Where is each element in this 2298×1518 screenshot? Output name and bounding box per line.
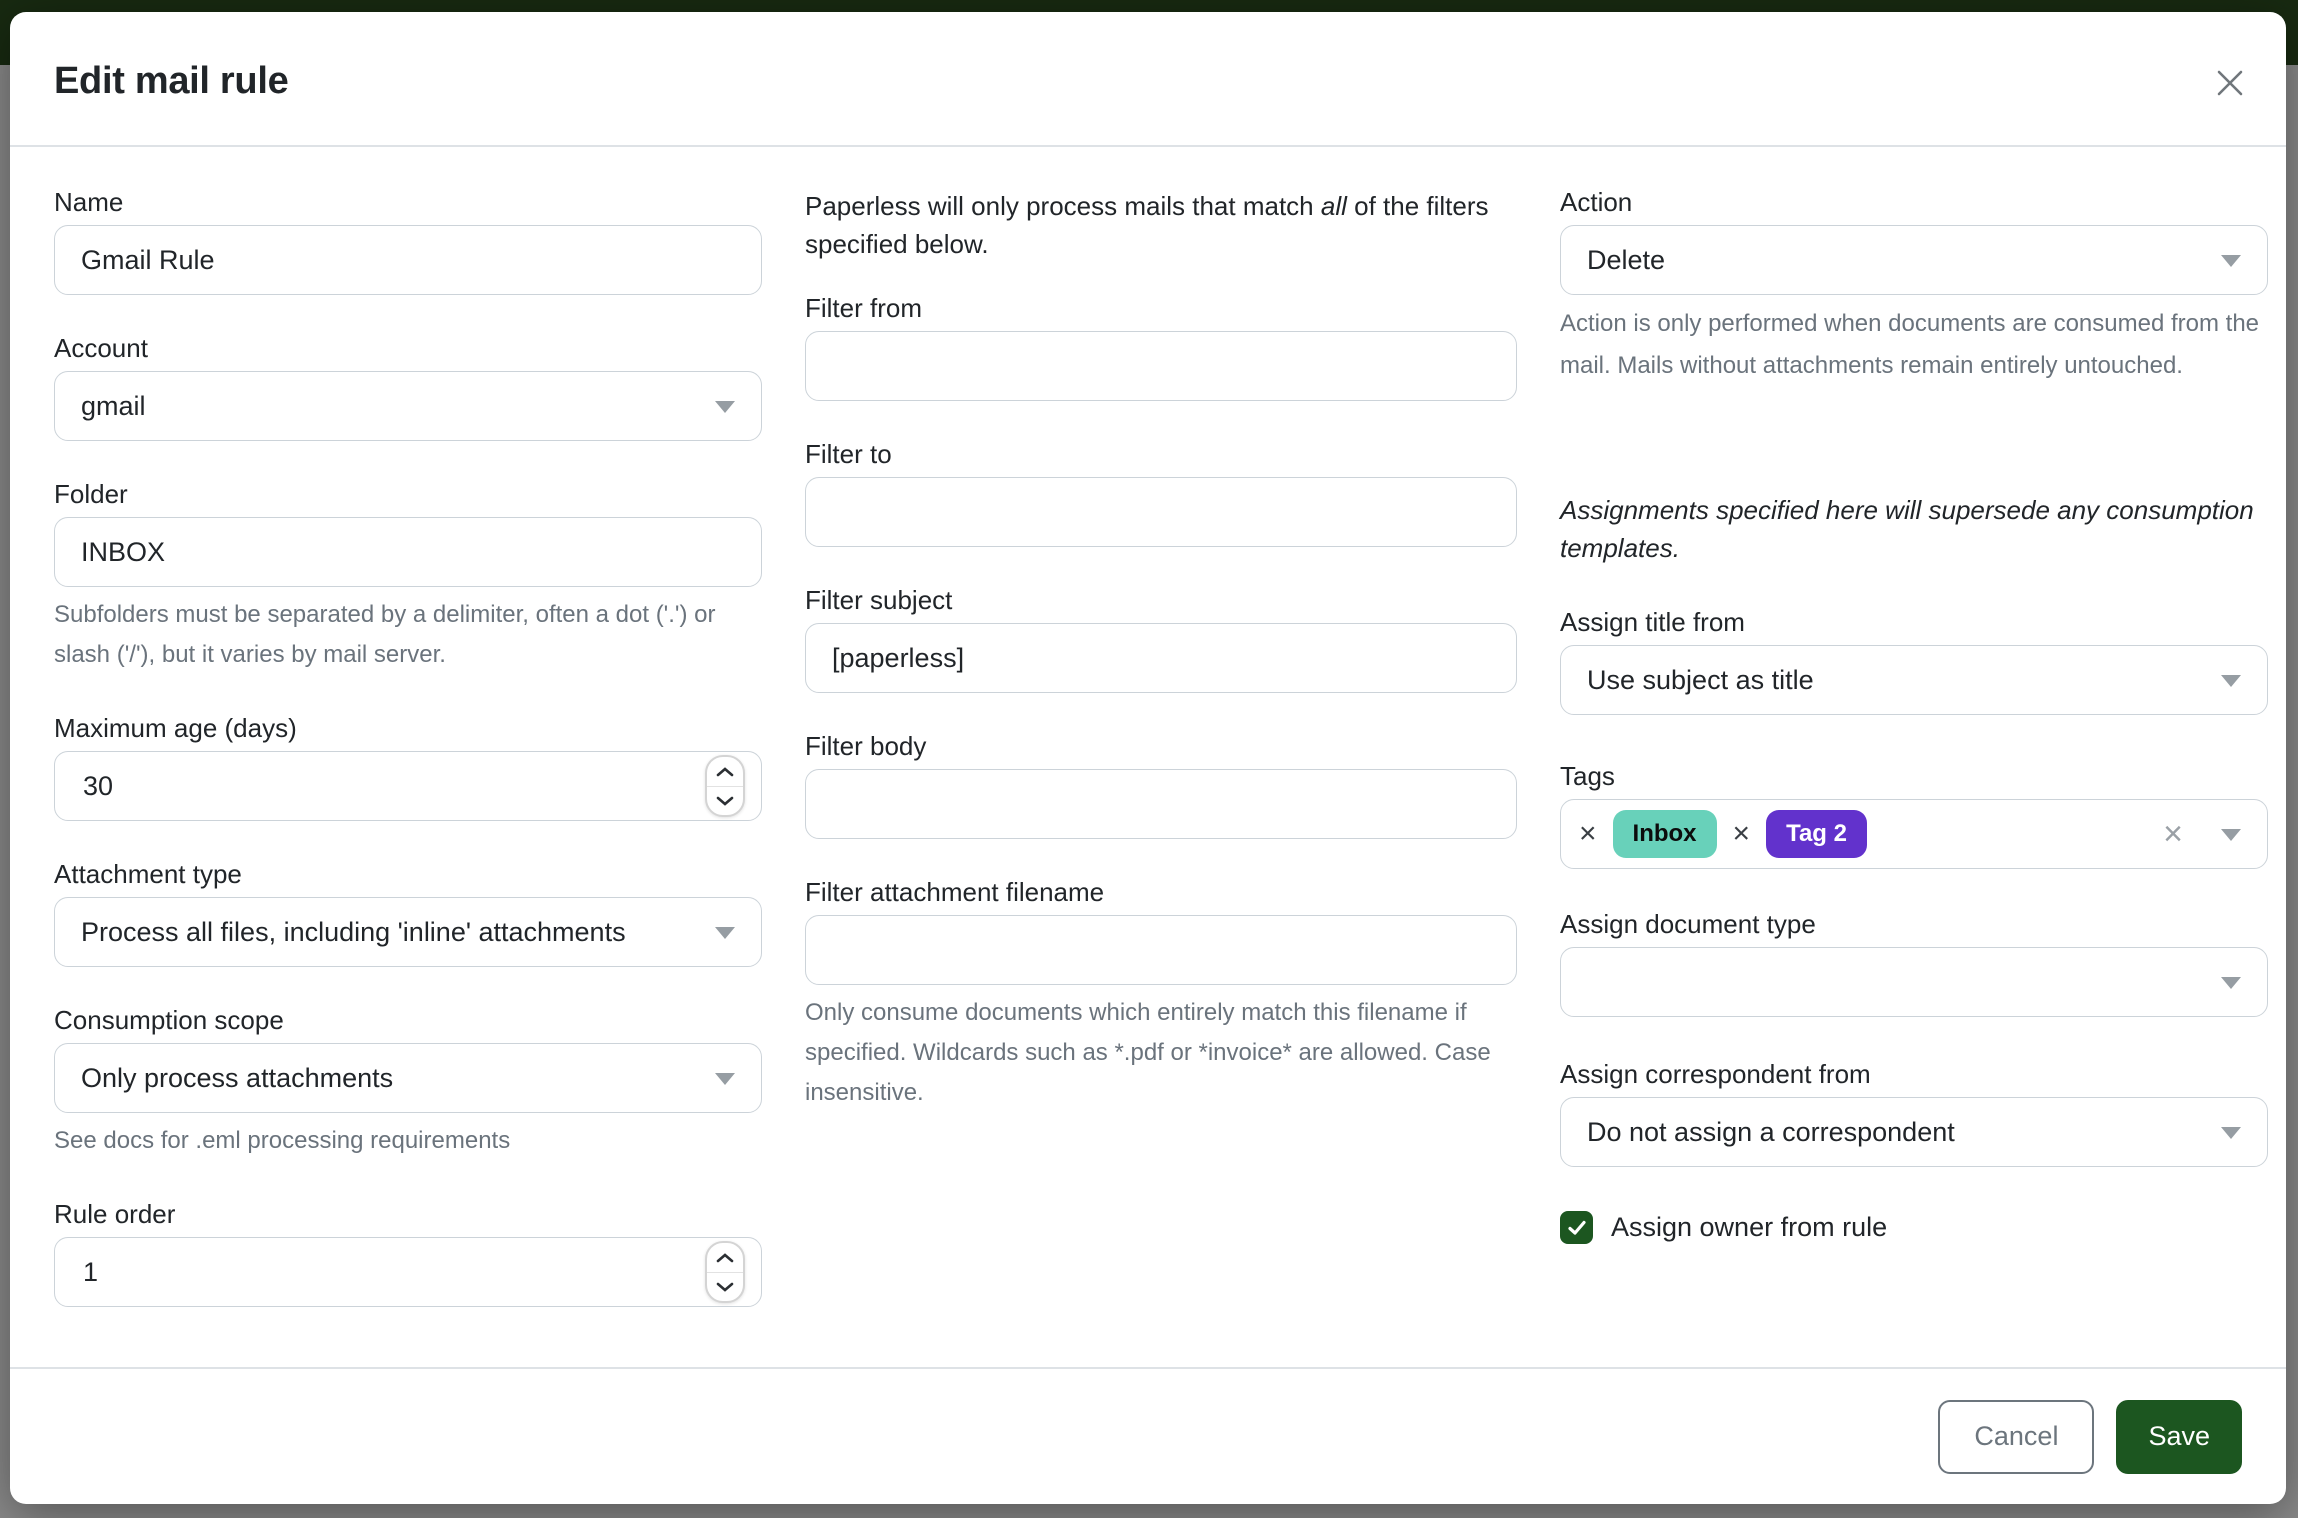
filter-subject-label: Filter subject: [805, 585, 953, 615]
action-label: Action: [1560, 187, 1633, 217]
chevron-down-icon: [2221, 829, 2241, 841]
remove-tag-icon[interactable]: ×: [1579, 817, 1597, 850]
filter-attachment-filename-input[interactable]: [805, 915, 1517, 985]
chevron-down-icon: [2221, 977, 2241, 989]
account-label: Account: [54, 333, 148, 363]
column-general: [54, 187, 762, 1367]
rule-order-label: Rule order: [54, 1199, 176, 1229]
attachment-type-select[interactable]: [54, 897, 762, 967]
assign-correspondent-from-select[interactable]: [1560, 1097, 2268, 1167]
action-value: Delete: [1587, 244, 1666, 275]
dialog-footer: [10, 1367, 2286, 1504]
account-select[interactable]: [54, 371, 762, 441]
filters-intro-text: Paperless will only process mails that match all of the filters specified below.: [805, 191, 1489, 259]
close-icon: [2212, 65, 2248, 104]
maximum-age-stepper[interactable]: [705, 755, 745, 817]
save-button[interactable]: Save: [2116, 1400, 2242, 1474]
close-button[interactable]: [2210, 64, 2250, 104]
assign-correspondent-from-label: Assign correspondent from: [1560, 1059, 1871, 1089]
account-value: gmail: [81, 390, 146, 421]
dialog-title: Edit mail rule: [54, 60, 289, 102]
tags-label: Tags: [1560, 761, 1615, 791]
action-help-text: Action is only performed when documents are consumed from the mail. Mails without attachments remain entirely untouched.: [1560, 310, 2260, 379]
column-action-assignments: [1560, 187, 2268, 1367]
chevron-down-icon: [715, 927, 735, 939]
folder-help-text: Subfolders must be separated by a delimiter, often a dot ('.') or slash ('/'), but it varies by mail server.: [54, 601, 716, 668]
assign-correspondent-from-value: Do not assign a correspondent: [1587, 1116, 1955, 1147]
tag-chip[interactable]: Tag 2: [1766, 810, 1867, 858]
filter-body-label: Filter body: [805, 731, 927, 761]
folder-label: Folder: [54, 479, 128, 509]
maximum-age-field: [54, 751, 762, 821]
chevron-down-icon: [2221, 675, 2241, 687]
rule-order-input[interactable]: [81, 1256, 691, 1289]
maximum-age-label: Maximum age (days): [54, 713, 297, 743]
filter-to-input[interactable]: [805, 477, 1517, 547]
action-select[interactable]: [1560, 225, 2268, 295]
consumption-scope-label: Consumption scope: [54, 1005, 284, 1035]
consumption-scope-value: Only process attachments: [81, 1062, 394, 1093]
filter-to-label: Filter to: [805, 439, 892, 469]
consumption-scope-select[interactable]: [54, 1043, 762, 1113]
name-label: Name: [54, 187, 124, 217]
consumption-scope-help-text: See docs for .eml processing requirements: [54, 1127, 511, 1154]
maximum-age-input[interactable]: [81, 770, 691, 803]
chevron-down-icon: [715, 1073, 735, 1085]
assign-owner-checkbox[interactable]: [1560, 1211, 1593, 1244]
assign-title-from-select[interactable]: [1560, 645, 2268, 715]
assign-document-type-label: Assign document type: [1560, 909, 1816, 939]
clear-tags-icon[interactable]: ×: [2163, 815, 2183, 853]
tag-chip[interactable]: Inbox: [1613, 810, 1717, 858]
cancel-button[interactable]: Cancel: [1938, 1400, 2094, 1474]
filter-from-label: Filter from: [805, 293, 922, 323]
assign-document-type-select[interactable]: [1560, 947, 2268, 1017]
attachment-type-value: Process all files, including 'inline' attachments: [81, 916, 626, 947]
filter-subject-input[interactable]: [805, 623, 1517, 693]
chevron-down-icon: [2221, 255, 2241, 267]
dialog-header: [10, 12, 2286, 147]
rule-order-stepper[interactable]: [705, 1241, 745, 1303]
chevron-down-icon: [715, 401, 735, 413]
chevron-down-icon: [2221, 1127, 2241, 1139]
assign-owner-label: Assign owner from rule: [1611, 1212, 1888, 1242]
folder-input[interactable]: [54, 517, 762, 587]
dialog-body: [10, 147, 2286, 1367]
remove-tag-icon[interactable]: ×: [1732, 817, 1751, 850]
assignments-note: Assignments specified here will supersede any consumption templates.: [1560, 495, 2254, 563]
assign-title-from-value: Use subject as title: [1587, 664, 1814, 695]
tags-chip-row: [1579, 810, 2117, 858]
name-input[interactable]: [54, 225, 762, 295]
attachment-type-label: Attachment type: [54, 859, 242, 889]
edit-mail-rule-dialog: [10, 12, 2286, 1504]
column-filters: [805, 187, 1517, 1367]
filter-from-input[interactable]: [805, 331, 1517, 401]
filter-attachment-filename-help-text: Only consume documents which entirely match this filename if specified. Wildcards such as *.pdf or *invoice* are allowed. Case insensitive.: [805, 999, 1491, 1106]
assign-owner-row: [1560, 1211, 2268, 1244]
filter-body-input[interactable]: [805, 769, 1517, 839]
tags-multiselect[interactable]: [1560, 799, 2268, 869]
rule-order-field: [54, 1237, 762, 1307]
filter-attachment-filename-label: Filter attachment filename: [805, 877, 1105, 907]
assign-title-from-label: Assign title from: [1560, 607, 1745, 637]
